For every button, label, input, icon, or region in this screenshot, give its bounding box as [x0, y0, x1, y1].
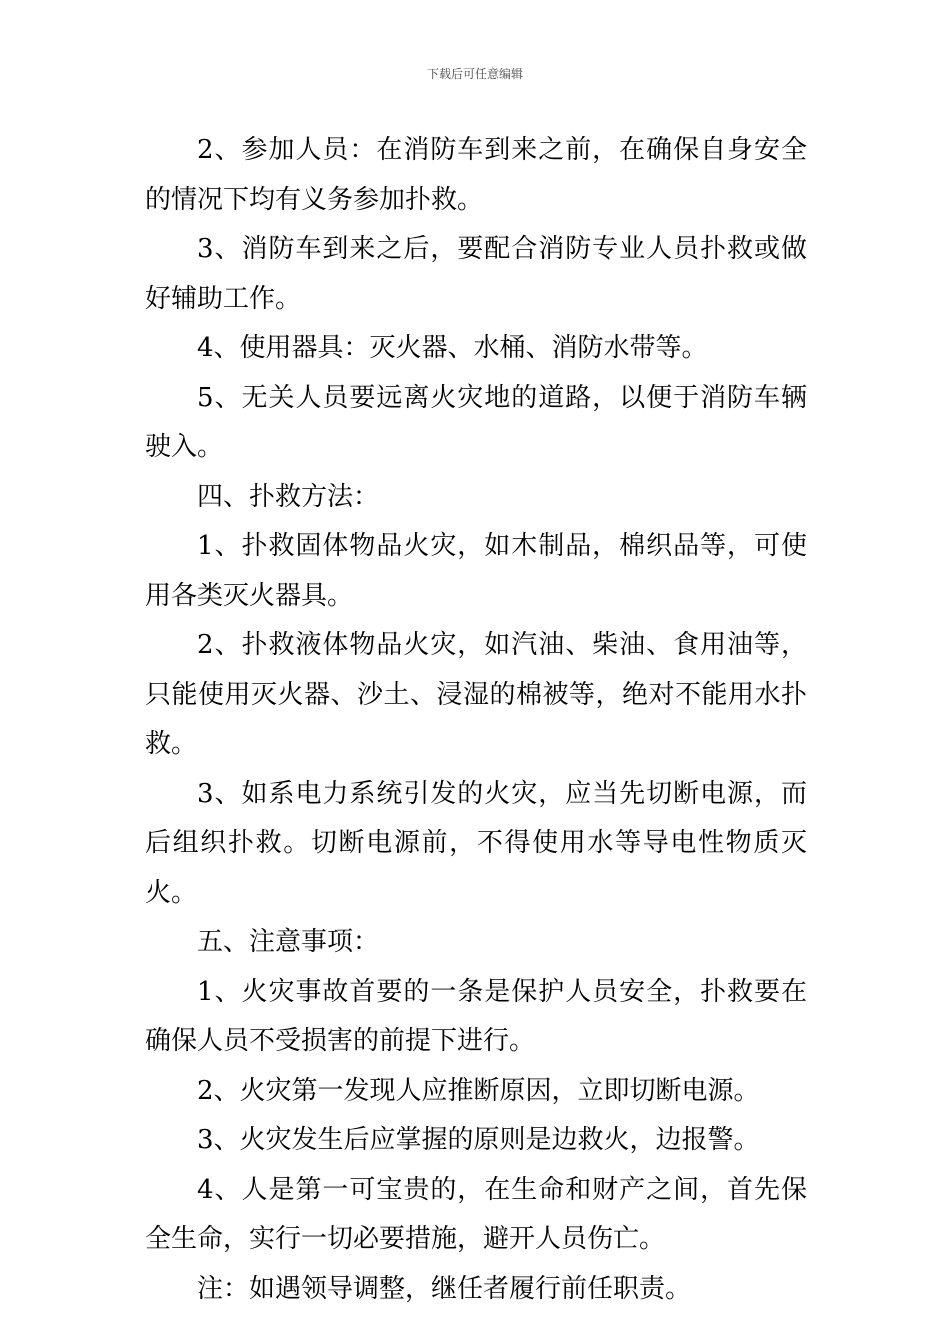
paragraph-solid-fire: 1、扑救固体物品火灾，如木制品，棉织品等，可使用各类灭火器具。	[145, 531, 807, 611]
paragraph-electrical-fire: 3、如系电力系统引发的火灾，应当先切断电源，而后组织扑救。切断电源前，不得使用水等导电性物质灭火。	[145, 778, 807, 908]
paragraph-equipment: 4、使用器具：灭火器、水桶、消防水带等。	[197, 333, 708, 363]
paragraph-safety-first: 1、火灾事故首要的一条是保护人员安全，扑救要在确保人员不受损害的前提下进行。	[145, 976, 807, 1056]
paragraph-principle: 3、火灾发生后应掌握的原则是边救火，边报警。	[197, 1125, 760, 1155]
paragraph-footnote: 注：如遇领导调整，继任者履行前任职责。	[197, 1273, 692, 1304]
paragraph-life-first: 4、人是第一可宝贵的，在生命和财产之间，首先保全生命，实行一切必要措施，避开人员伤亡。	[145, 1174, 807, 1254]
header-note: 下载后可任意编辑	[426, 67, 523, 81]
paragraph-cut-power: 2、火灾第一发现人应推断原因，立即切断电源。	[197, 1075, 760, 1106]
paragraph-after-fire-truck: 3、消防车到来之后，要配合消防专业人员扑救或做好辅助工作。	[145, 234, 807, 314]
paragraph-clear-road: 5、无关人员要远离火灾地的道路，以便于消防车辆驶入。	[145, 382, 807, 462]
paragraph-liquid-fire: 2、扑救液体物品火灾，如汽油、柴油、食用油等，只能使用灭火器、沙土、浸湿的棉被等，绝对不能用水扑救。	[145, 630, 807, 759]
section-heading-notes: 五、注意事项：	[197, 927, 380, 957]
paragraph-participants: 2、参加人员：在消防车到来之前，在确保自身安全的情况下均有义务参加扑救。	[145, 135, 807, 215]
document-body	[145, 126, 807, 1314]
section-heading-methods: 四、扑救方法：	[197, 481, 380, 512]
